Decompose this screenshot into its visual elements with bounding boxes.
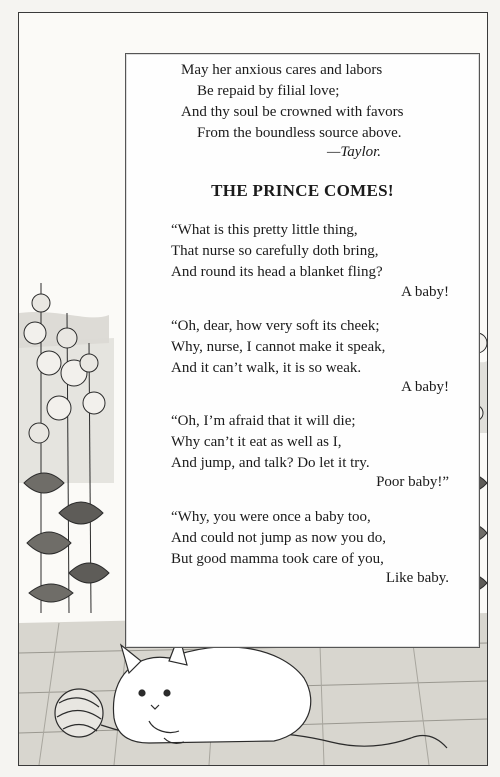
stanza-line: And round its head a blanket fling? xyxy=(171,264,383,280)
stanza-refrain: A baby! xyxy=(401,284,449,300)
stanza-line: And it can’t walk, it is so weak. xyxy=(171,360,362,376)
intro-line: And thy soul be crowned with favors xyxy=(181,104,404,120)
poem-title: THE PRINCE COMES! xyxy=(211,181,394,200)
intro-line: May her anxious cares and labors xyxy=(181,62,383,78)
stanza-line: “Why, you were once a baby too, xyxy=(171,509,371,525)
illustration-frame xyxy=(18,12,488,766)
intro-line: From the boundless source above. xyxy=(197,125,402,141)
stanza-line: “Oh, I’m afraid that it will die; xyxy=(171,413,356,429)
intro-line: Be repaid by filial love; xyxy=(197,83,340,99)
stanza-line: And could not jump as now you do, xyxy=(171,530,386,546)
stanza-line: “What is this pretty little thing, xyxy=(171,222,358,238)
poem-panel xyxy=(125,53,480,648)
stanza-refrain: Like baby. xyxy=(385,570,449,586)
stanza-line: Why can’t it eat as well as I, xyxy=(171,434,342,450)
stanza-line: And jump, and talk? Do let it try. xyxy=(171,455,370,471)
stanza-line: Why, nurse, I cannot make it speak, xyxy=(171,339,386,355)
stanza-line: That nurse so carefully doth bring, xyxy=(171,243,379,259)
stanza-refrain: Poor baby!” xyxy=(376,474,449,490)
stanza-line: “Oh, dear, how very soft its cheek; xyxy=(171,318,380,334)
stanza-refrain: A baby! xyxy=(401,379,449,395)
credit: —Taylor. xyxy=(327,144,382,160)
stanza-line: But good mamma took care of you, xyxy=(171,551,384,567)
